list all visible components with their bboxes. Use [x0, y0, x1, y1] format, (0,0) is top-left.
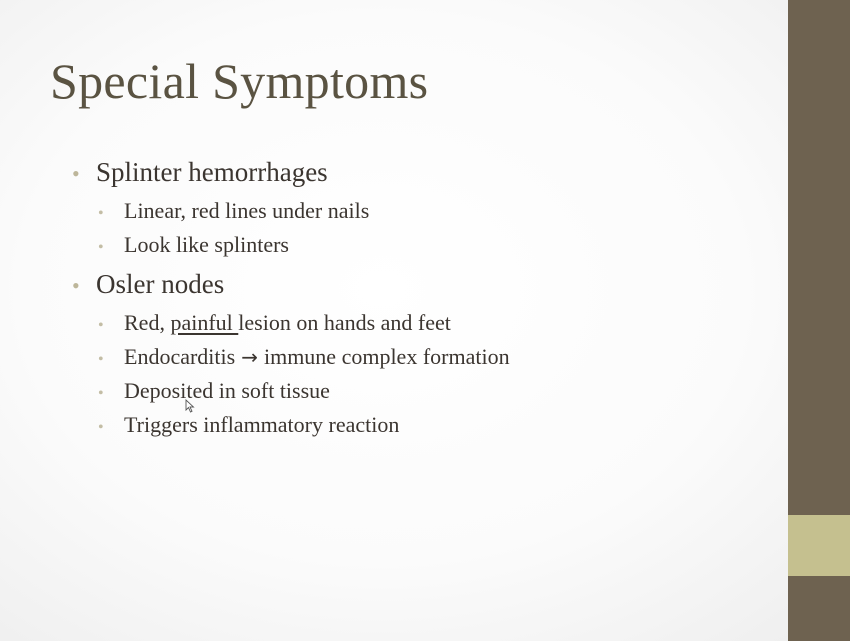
text-post: lesion on hands and feet: [238, 310, 451, 335]
subbullet-text: Triggers inflammatory reaction: [124, 412, 400, 437]
text-pre: Red,: [124, 310, 171, 335]
bullet-icon: •: [98, 317, 104, 334]
bullet-icon: •: [72, 273, 80, 298]
bullet-icon: •: [98, 419, 104, 436]
underlined-word: painful: [170, 310, 239, 335]
subbullet-text: Look like splinters: [124, 232, 289, 257]
text-post: immune complex formation: [263, 344, 510, 369]
subbullet-text: [124, 340, 510, 374]
subbullet-text: [124, 306, 451, 340]
bullet-list: [72, 150, 752, 442]
bullet-icon: •: [98, 239, 104, 256]
bullet-icon: •: [72, 161, 80, 186]
bullet-icon: •: [98, 205, 104, 222]
bullet-splinter-hemorrhages: [72, 150, 752, 194]
mouse-cursor-icon: [185, 399, 195, 413]
bullet-icon: •: [98, 351, 104, 368]
subbullet-look-like-splinters: [98, 228, 752, 262]
slide-title: Special Symptoms: [50, 53, 429, 109]
bullet-osler-nodes: [72, 262, 752, 306]
subbullet-painful-lesion: [98, 306, 752, 340]
subbullet-text: Deposited in soft tissue: [124, 378, 330, 403]
subbullet-triggers: [98, 408, 752, 442]
side-accent-block: [788, 515, 850, 576]
bullet-text: Osler nodes: [96, 269, 225, 299]
text-pre: Endocarditis: [124, 344, 236, 369]
subbullet-deposited: [98, 374, 752, 408]
bullet-icon: •: [98, 385, 104, 402]
subbullet-endocarditis: [98, 340, 752, 374]
bullet-text: Splinter hemorrhages: [96, 157, 328, 187]
subbullet-linear-red-lines: [98, 194, 752, 228]
right-arrow-icon: →: [241, 345, 258, 369]
subbullet-text: Linear, red lines under nails: [124, 198, 370, 223]
